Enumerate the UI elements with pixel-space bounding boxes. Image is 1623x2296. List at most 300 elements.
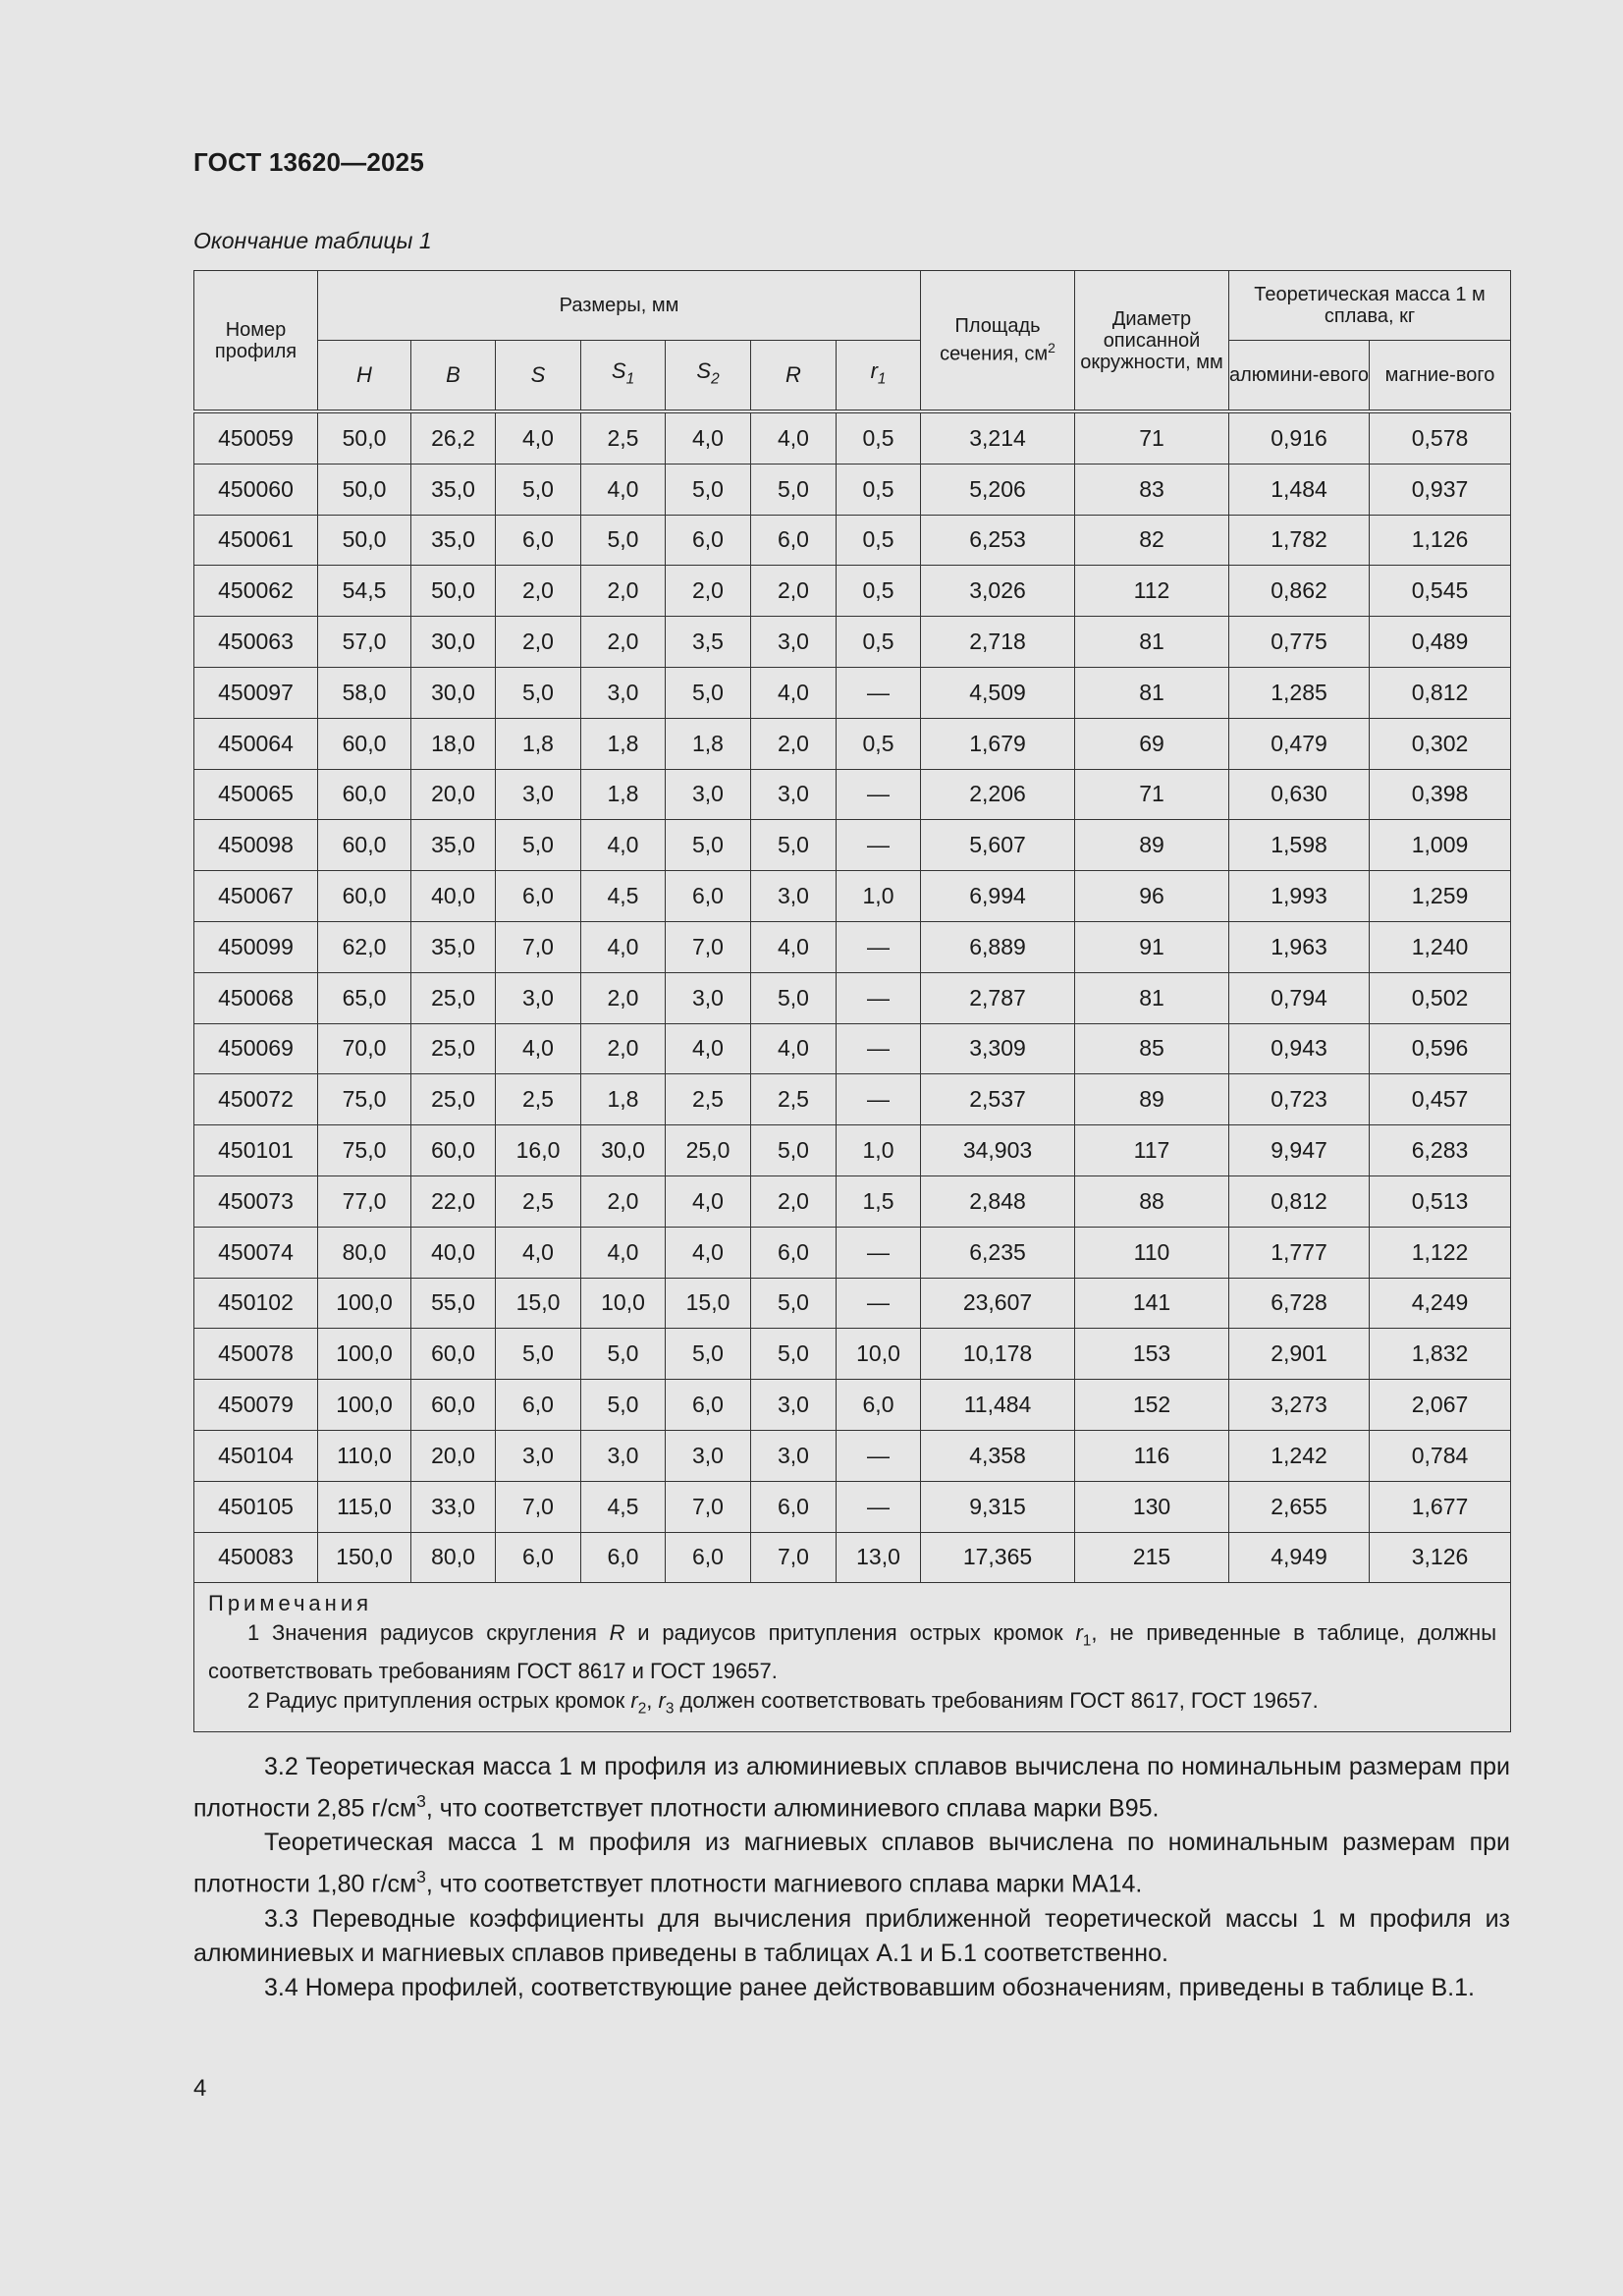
header-S1: $S_1$ [581, 341, 666, 412]
table-row [194, 464, 1511, 515]
table-cell: 7,0 [496, 1481, 581, 1532]
header-aluminum: алюмини-евого [1229, 341, 1370, 412]
header-profile-number: Номер профиля [194, 271, 318, 412]
table-cell: 3,0 [666, 769, 751, 820]
header-S2: $S_2$ [666, 341, 751, 412]
table-cell: 3,0 [751, 617, 837, 668]
table-cell: 35,0 [411, 820, 496, 871]
table-cell: 6,0 [837, 1380, 921, 1431]
table-cell: 2,718 [921, 617, 1075, 668]
table-cell: 6,889 [921, 921, 1075, 972]
table-cell: 0,398 [1370, 769, 1511, 820]
table-cell: 5,0 [496, 464, 581, 515]
table-cell: 7,0 [496, 921, 581, 972]
table-cell: 4,0 [581, 820, 666, 871]
table-cell: 5,0 [751, 464, 837, 515]
table-cell: 91 [1075, 921, 1229, 972]
table-cell: 110 [1075, 1227, 1229, 1278]
table-cell: 1,8 [581, 718, 666, 769]
table-cell: 0,5 [837, 464, 921, 515]
table-cell: 450102 [194, 1278, 318, 1329]
table-cell: 6,0 [496, 515, 581, 566]
table-cell: 60,0 [411, 1329, 496, 1380]
table-cell: 5,0 [666, 820, 751, 871]
table-row [194, 1023, 1511, 1074]
table-cell: 4,0 [666, 1175, 751, 1227]
header-diameter: Диаметр описанной окружности, мм [1075, 271, 1229, 412]
table-row [194, 1074, 1511, 1125]
table-cell: 17,365 [921, 1532, 1075, 1583]
table-cell: 40,0 [411, 1227, 496, 1278]
table-cell: 4,0 [666, 1227, 751, 1278]
table-cell: 3,0 [496, 972, 581, 1023]
table-cell: 2,0 [581, 1175, 666, 1227]
table-cell: 50,0 [318, 411, 411, 464]
table-cell: 0,513 [1370, 1175, 1511, 1227]
table-cell: 6,0 [751, 1227, 837, 1278]
table-cell: 3,0 [496, 1430, 581, 1481]
header-H: H [318, 341, 411, 412]
table-cell: 2,848 [921, 1175, 1075, 1227]
table-row [194, 617, 1511, 668]
table-cell: 96 [1075, 871, 1229, 922]
table-cell: 6,0 [666, 871, 751, 922]
table-cell: 450073 [194, 1175, 318, 1227]
table-cell: 3,0 [666, 1430, 751, 1481]
table-cell: 5,0 [751, 1278, 837, 1329]
table-cell: 6,283 [1370, 1125, 1511, 1176]
table-cell: 71 [1075, 411, 1229, 464]
header-magnesium: магние-вого [1370, 341, 1511, 412]
table-cell: 16,0 [496, 1125, 581, 1176]
table-cell: 25,0 [411, 1074, 496, 1125]
table-cell: 2,5 [496, 1175, 581, 1227]
table-cell: 4,0 [581, 1227, 666, 1278]
table-cell: 10,178 [921, 1329, 1075, 1380]
table-cell: 23,607 [921, 1278, 1075, 1329]
table-cell: 71 [1075, 769, 1229, 820]
table-row [194, 1329, 1511, 1380]
table-cell: 50,0 [318, 515, 411, 566]
table-cell: 6,0 [496, 1532, 581, 1583]
table-cell: 25,0 [411, 972, 496, 1023]
table-cell: 4,0 [666, 1023, 751, 1074]
table-cell: 10,0 [581, 1278, 666, 1329]
table-cell: 3,273 [1229, 1380, 1370, 1431]
table-cell: 4,0 [751, 921, 837, 972]
table-cell: — [837, 820, 921, 871]
table-cell: 6,0 [666, 1380, 751, 1431]
table-cell: 35,0 [411, 515, 496, 566]
table-cell: 30,0 [411, 667, 496, 718]
body-text [193, 1750, 1510, 2005]
table-row [194, 1532, 1511, 1583]
table-cell: 450078 [194, 1329, 318, 1380]
table-cell: 1,122 [1370, 1227, 1511, 1278]
table-cell: 25,0 [666, 1125, 751, 1176]
table-cell: 33,0 [411, 1481, 496, 1532]
table-cell: 0,502 [1370, 972, 1511, 1023]
table-cell: 65,0 [318, 972, 411, 1023]
table-cell: 0,862 [1229, 566, 1370, 617]
page-number: 4 [193, 2075, 207, 2102]
table-cell: 450074 [194, 1227, 318, 1278]
table-cell: 6,728 [1229, 1278, 1370, 1329]
table-cell: 77,0 [318, 1175, 411, 1227]
table-cell: 450063 [194, 617, 318, 668]
table-cell: 18,0 [411, 718, 496, 769]
table-cell: 0,794 [1229, 972, 1370, 1023]
table-cell: 4,0 [581, 921, 666, 972]
table-cell: 81 [1075, 667, 1229, 718]
table-cell: 5,0 [581, 515, 666, 566]
table-cell: 4,0 [751, 1023, 837, 1074]
table-cell: 2,0 [496, 617, 581, 668]
table-cell: 1,126 [1370, 515, 1511, 566]
table-cell: 141 [1075, 1278, 1229, 1329]
table-cell: 60,0 [318, 769, 411, 820]
table-cell: 5,607 [921, 820, 1075, 871]
table-cell: — [837, 1481, 921, 1532]
table-cell: 1,285 [1229, 667, 1370, 718]
notes-title: Примечания [208, 1591, 373, 1616]
table-cell: 1,777 [1229, 1227, 1370, 1278]
table-cell: 35,0 [411, 921, 496, 972]
table-cell: 450083 [194, 1532, 318, 1583]
table-cell: 9,315 [921, 1481, 1075, 1532]
table-cell: 450101 [194, 1125, 318, 1176]
table-cell: 75,0 [318, 1074, 411, 1125]
table-cell: 0,489 [1370, 617, 1511, 668]
table-cell: 13,0 [837, 1532, 921, 1583]
table-cell: 5,0 [581, 1329, 666, 1380]
table-cell: — [837, 1074, 921, 1125]
table-cell: 6,0 [496, 871, 581, 922]
table-row [194, 718, 1511, 769]
header-sizes: Размеры, мм [318, 271, 921, 341]
table-cell: 0,5 [837, 617, 921, 668]
table-cell: 3,0 [751, 1380, 837, 1431]
table-cell: 69 [1075, 718, 1229, 769]
table-cell: 22,0 [411, 1175, 496, 1227]
table-cell: 450068 [194, 972, 318, 1023]
table-cell: 450062 [194, 566, 318, 617]
header-area: Площадь сечения, $см^2$ [921, 271, 1075, 412]
table-cell: 130 [1075, 1481, 1229, 1532]
table-cell: 2,0 [751, 718, 837, 769]
table-cell: 1,0 [837, 871, 921, 922]
table-cell: 15,0 [666, 1278, 751, 1329]
table-cell: 3,126 [1370, 1532, 1511, 1583]
table-row [194, 1278, 1511, 1329]
table-cell: 450098 [194, 820, 318, 871]
table-cell: 6,235 [921, 1227, 1075, 1278]
table-cell: 3,0 [496, 769, 581, 820]
table-cell: 60,0 [318, 871, 411, 922]
table-row [194, 972, 1511, 1023]
table-cell: 112 [1075, 566, 1229, 617]
table-cell: 82 [1075, 515, 1229, 566]
table-row [194, 515, 1511, 566]
table-cell: 100,0 [318, 1278, 411, 1329]
table-cell: 1,0 [837, 1125, 921, 1176]
table-cell: 2,0 [496, 566, 581, 617]
table-cell: 2,537 [921, 1074, 1075, 1125]
table-cell: 3,0 [581, 667, 666, 718]
table-cell: 0,812 [1229, 1175, 1370, 1227]
table-cell: 2,0 [581, 972, 666, 1023]
table-row [194, 871, 1511, 922]
table-cell: 6,0 [666, 1532, 751, 1583]
table-cell: 1,8 [581, 769, 666, 820]
table-cell: — [837, 1023, 921, 1074]
table-cell: 2,5 [496, 1074, 581, 1125]
table-cell: 4,0 [496, 1023, 581, 1074]
table-cell: 0,5 [837, 566, 921, 617]
profiles-table [193, 270, 1511, 1732]
table-cell: 5,0 [666, 1329, 751, 1380]
table-cell: 15,0 [496, 1278, 581, 1329]
table-cell: — [837, 921, 921, 972]
table-cell: 6,253 [921, 515, 1075, 566]
table-cell: 4,0 [751, 667, 837, 718]
table-cell: 150,0 [318, 1532, 411, 1583]
table-cell: 215 [1075, 1532, 1229, 1583]
table-row [194, 1125, 1511, 1176]
table-row [194, 1380, 1511, 1431]
table-cell: 81 [1075, 972, 1229, 1023]
table-cell: 117 [1075, 1125, 1229, 1176]
table-cell: 0,723 [1229, 1074, 1370, 1125]
table-cell: 1,8 [496, 718, 581, 769]
table-cell: 450067 [194, 871, 318, 922]
table-cell: 0,916 [1229, 411, 1370, 464]
table-cell: 0,302 [1370, 718, 1511, 769]
header-B: B [411, 341, 496, 412]
table-cell: 450097 [194, 667, 318, 718]
table-cell: 450104 [194, 1430, 318, 1481]
table-row [194, 820, 1511, 871]
table-cell: 35,0 [411, 464, 496, 515]
table-cell: 0,943 [1229, 1023, 1370, 1074]
table-cell: 2,0 [581, 617, 666, 668]
table-cell: 34,903 [921, 1125, 1075, 1176]
table-cell: 152 [1075, 1380, 1229, 1431]
table-cell: 5,0 [666, 464, 751, 515]
note-2: 2 Радиус притупления острых кромок $r_2$, $r_3$ должен соответствовать требованиям ГОСТ 8617, ГОСТ 19657. [247, 1687, 1319, 1718]
table-cell: 60,0 [411, 1125, 496, 1176]
table-cell: 1,679 [921, 718, 1075, 769]
table-cell: 4,0 [496, 411, 581, 464]
table-cell: 450064 [194, 718, 318, 769]
table-notes [194, 1583, 1511, 1732]
paragraph-3-3: 3.3 Переводные коэффициенты для вычисления приближенной теоретической массы 1 м профиля из алюминиевых и магниевых сплавов приведены в таблицах А.1 и Б.1 соответственно. [193, 1904, 1510, 1967]
table-cell: 89 [1075, 820, 1229, 871]
table-cell: 1,8 [581, 1074, 666, 1125]
table-cell: 54,5 [318, 566, 411, 617]
table-cell: 11,484 [921, 1380, 1075, 1431]
table-cell: 9,947 [1229, 1125, 1370, 1176]
table-cell: 5,0 [496, 1329, 581, 1380]
table-cell: 0,545 [1370, 566, 1511, 617]
table-cell: 55,0 [411, 1278, 496, 1329]
table-cell: 3,5 [666, 617, 751, 668]
table-cell: 60,0 [318, 820, 411, 871]
table-cell: 30,0 [411, 617, 496, 668]
table-cell: 2,901 [1229, 1329, 1370, 1380]
table-cell: 0,630 [1229, 769, 1370, 820]
table-cell: 88 [1075, 1175, 1229, 1227]
table-cell: 5,206 [921, 464, 1075, 515]
table-cell: 6,0 [496, 1380, 581, 1431]
table-caption: Окончание таблицы 1 [193, 228, 432, 253]
table-cell: 450072 [194, 1074, 318, 1125]
header-mass: Теоретическая масса 1 м сплава, кг [1229, 271, 1511, 341]
table-cell: — [837, 1278, 921, 1329]
table-cell: 85 [1075, 1023, 1229, 1074]
header-S: S [496, 341, 581, 412]
table-row [194, 921, 1511, 972]
table-cell: 2,0 [751, 566, 837, 617]
table-cell: 4,0 [496, 1227, 581, 1278]
table-cell: 3,0 [751, 769, 837, 820]
table-cell: 1,677 [1370, 1481, 1511, 1532]
header-R: R [751, 341, 837, 412]
table-cell: 0,578 [1370, 411, 1511, 464]
table-cell: 2,067 [1370, 1380, 1511, 1431]
paragraph-3-4: 3.4 Номера профилей, соответствующие ранее действовавшим обозначениям, приведены в таблице В.1. [264, 1973, 1475, 2001]
table-row [194, 1430, 1511, 1481]
table-cell: — [837, 1430, 921, 1481]
note-1: 1 Значения радиусов скругления R и радиусов притупления острых кромок $r_1$, не приведенные в таблице, должны соответствовать требованиям ГОСТ 8617 и ГОСТ 19657. [208, 1620, 1497, 1683]
table-cell: 89 [1075, 1074, 1229, 1125]
table-cell: 0,775 [1229, 617, 1370, 668]
table-cell: 5,0 [751, 1329, 837, 1380]
table-cell: 0,5 [837, 411, 921, 464]
table-cell: 6,0 [751, 1481, 837, 1532]
table-cell: 1,5 [837, 1175, 921, 1227]
table-cell: 1,782 [1229, 515, 1370, 566]
paragraph-3-2: 3.2 Теоретическая масса 1 м профиля из алюминиевых сплавов вычислена по номинальным размерам при плотности 2,85 $г/см^3$, что соответствует плотности алюминиевого сплава марки В95. [193, 1753, 1510, 1823]
table-cell: — [837, 667, 921, 718]
table-cell: 5,0 [751, 820, 837, 871]
table-cell: 30,0 [581, 1125, 666, 1176]
table-cell: 4,5 [581, 871, 666, 922]
table-cell: 3,0 [581, 1430, 666, 1481]
table-cell: 2,0 [581, 566, 666, 617]
table-cell: 1,009 [1370, 820, 1511, 871]
table-cell: 10,0 [837, 1329, 921, 1380]
table-row [194, 411, 1511, 464]
table-cell: 75,0 [318, 1125, 411, 1176]
table-cell: 1,993 [1229, 871, 1370, 922]
table-cell: 7,0 [666, 1481, 751, 1532]
table-cell: 4,0 [581, 464, 666, 515]
table-cell: 0,5 [837, 515, 921, 566]
paragraph-magnesium: Теоретическая масса 1 м профиля из магниевых сплавов вычислена по номинальным размерам при плотности 1,80 $г/см^3$, что соответствует плотности магниевого сплава марки МА14. [193, 1829, 1510, 1898]
table-cell: 2,5 [751, 1074, 837, 1125]
table-cell: 450065 [194, 769, 318, 820]
table-row [194, 667, 1511, 718]
table-cell: 2,5 [581, 411, 666, 464]
table-cell: 83 [1075, 464, 1229, 515]
table-cell: 3,0 [751, 871, 837, 922]
table-cell: 2,0 [751, 1175, 837, 1227]
table-cell: 62,0 [318, 921, 411, 972]
table-cell: 450079 [194, 1380, 318, 1431]
table-cell: 4,949 [1229, 1532, 1370, 1583]
table-cell: 5,0 [496, 667, 581, 718]
table-cell: 3,0 [751, 1430, 837, 1481]
table-cell: 1,8 [666, 718, 751, 769]
table-cell: 6,994 [921, 871, 1075, 922]
table-cell: 20,0 [411, 1430, 496, 1481]
table-cell: 80,0 [318, 1227, 411, 1278]
table-cell: 7,0 [751, 1532, 837, 1583]
table-cell: 450099 [194, 921, 318, 972]
table-cell: 0,457 [1370, 1074, 1511, 1125]
table-cell: 2,0 [666, 566, 751, 617]
table-cell: 5,0 [751, 1125, 837, 1176]
table-cell: 3,0 [666, 972, 751, 1023]
table-cell: 450059 [194, 411, 318, 464]
table-cell: 3,214 [921, 411, 1075, 464]
table-cell: 6,0 [581, 1532, 666, 1583]
table-cell: 1,240 [1370, 921, 1511, 972]
table-cell: 58,0 [318, 667, 411, 718]
table-cell: 450069 [194, 1023, 318, 1074]
table-cell: 153 [1075, 1329, 1229, 1380]
table-cell: 2,787 [921, 972, 1075, 1023]
table-cell: 4,5 [581, 1481, 666, 1532]
table-cell: 450061 [194, 515, 318, 566]
table-cell: 5,0 [666, 667, 751, 718]
table-cell: 81 [1075, 617, 1229, 668]
table-cell: 6,0 [666, 515, 751, 566]
table-cell: 450105 [194, 1481, 318, 1532]
table-cell: 0,596 [1370, 1023, 1511, 1074]
table-cell: 0,812 [1370, 667, 1511, 718]
table-cell: 60,0 [411, 1380, 496, 1431]
table-cell: 80,0 [411, 1532, 496, 1583]
table-cell: 2,5 [666, 1074, 751, 1125]
table-row [194, 1481, 1511, 1532]
table-cell: 57,0 [318, 617, 411, 668]
table-row [194, 1227, 1511, 1278]
table-row [194, 1175, 1511, 1227]
table-cell: 450060 [194, 464, 318, 515]
table-cell: 4,0 [666, 411, 751, 464]
table-cell: — [837, 972, 921, 1023]
table-cell: — [837, 769, 921, 820]
table-cell: 2,0 [581, 1023, 666, 1074]
table-cell: 2,206 [921, 769, 1075, 820]
table-cell: 4,0 [751, 411, 837, 464]
table-cell: 1,598 [1229, 820, 1370, 871]
table-cell: 50,0 [318, 464, 411, 515]
table-cell: 5,0 [581, 1380, 666, 1431]
table-cell: 100,0 [318, 1380, 411, 1431]
document-header: ГОСТ 13620—2025 [193, 147, 424, 177]
table-cell: 50,0 [411, 566, 496, 617]
table-cell: 6,0 [751, 515, 837, 566]
table-cell: 4,509 [921, 667, 1075, 718]
header-r1: $r_1$ [837, 341, 921, 412]
table-cell: 1,963 [1229, 921, 1370, 972]
table-row [194, 769, 1511, 820]
table-cell: 5,0 [751, 972, 837, 1023]
table-cell: 0,5 [837, 718, 921, 769]
